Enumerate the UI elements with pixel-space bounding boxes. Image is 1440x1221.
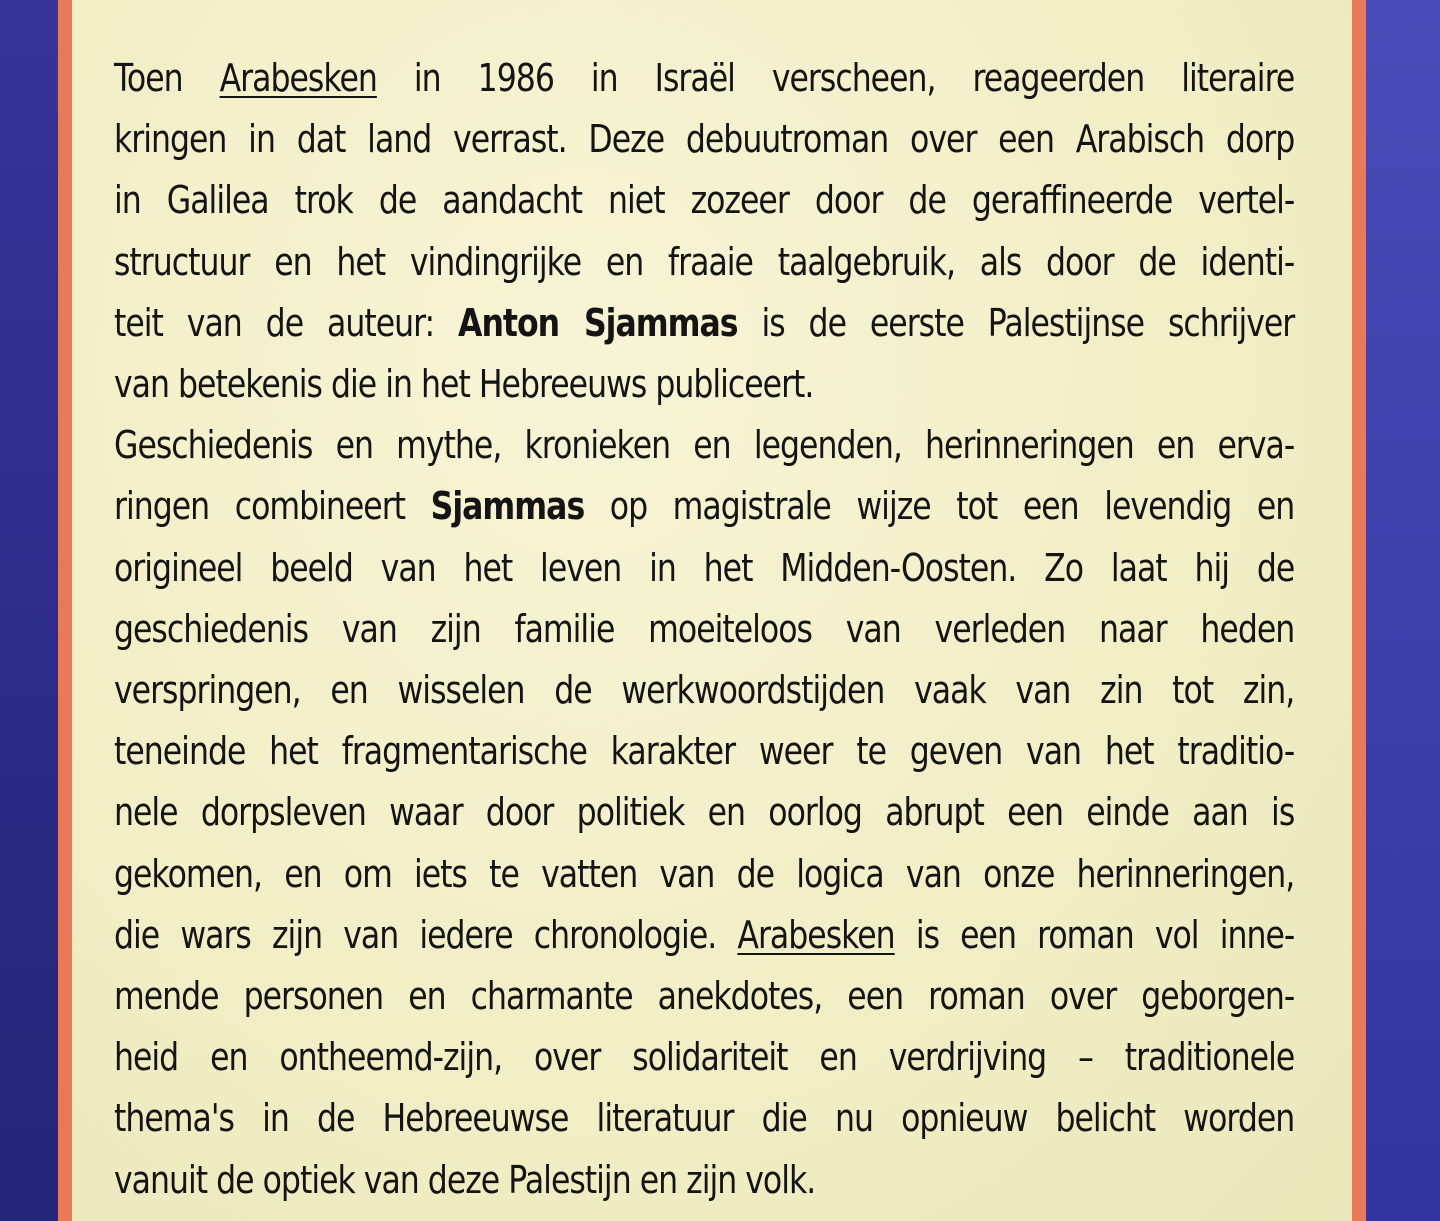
text-line bbox=[114, 293, 1294, 354]
text-line bbox=[114, 476, 1294, 537]
text-line: kringen in dat land verrast. Deze debuutroman over een Arabisch dorp bbox=[114, 117, 1295, 162]
text-line: van betekenis die in het Hebreeuws publiceert. bbox=[114, 362, 814, 407]
author-name: Sjammas bbox=[430, 484, 585, 529]
paragraph-2 bbox=[114, 415, 1294, 1211]
text-line: nele dorpsleven waar door politiek en oorlog abrupt een einde aan is bbox=[114, 790, 1295, 835]
text-line: verspringen, en wisselen de werkwoordstijden vaak van zin tot zin, bbox=[114, 668, 1295, 713]
text-run: is een roman vol inne- bbox=[894, 912, 1295, 957]
text-line bbox=[114, 905, 1294, 966]
text-run: ringen combineert bbox=[114, 484, 431, 529]
text-run: in 1986 in Israël verscheen, reageerden literaire bbox=[376, 56, 1295, 100]
text-line: heid en ontheemd-zijn, over solidariteit en verdrijving – traditionele bbox=[114, 1035, 1295, 1080]
text-line: geschiedenis van zijn familie moeiteloos van verleden naar heden bbox=[114, 606, 1295, 651]
text-line: gekomen, en om iets te vatten van de logica van onze herinneringen, bbox=[114, 851, 1295, 896]
text-line: in Galilea trok de aandacht niet zozeer door de geraffineerde vertel- bbox=[114, 178, 1295, 223]
text-run: op magistrale wijze tot een levendig en bbox=[584, 484, 1295, 529]
text-line: Geschiedenis en mythe, kronieken en legenden, herinneringen en erva- bbox=[114, 423, 1295, 468]
book-title: Arabesken bbox=[737, 912, 895, 957]
book-title: Arabesken bbox=[219, 56, 377, 100]
text-line: origineel beeld van het leven in het Midden-Oosten. Zo laat hij de bbox=[114, 545, 1295, 590]
text-run: is de eerste Palestijnse schrijver bbox=[737, 300, 1295, 345]
text-run: teit van de auteur: bbox=[114, 300, 459, 345]
blurb-text bbox=[114, 48, 1294, 1211]
text-line: structuur en het vindingrijke en fraaie taalgebruik, als door de identi- bbox=[114, 239, 1295, 284]
text-line: vanuit de optiek van deze Palestijn en zijn volk. bbox=[114, 1157, 816, 1202]
text-line: mende personen en charmante anekdotes, een roman over geborgen- bbox=[114, 974, 1295, 1019]
text-run: die wars zijn van iedere chronologie. bbox=[114, 912, 738, 957]
text-line: thema's in de Hebreeuwse literatuur die nu opnieuw belicht worden bbox=[114, 1096, 1295, 1141]
author-name: Anton Sjammas bbox=[458, 300, 738, 345]
text-line bbox=[114, 48, 1294, 109]
text-line: teneinde het fragmentarische karakter weer te geven van het traditio- bbox=[114, 729, 1295, 774]
text-run: Toen bbox=[114, 56, 220, 100]
cover-edge-strip bbox=[1354, 0, 1440, 1221]
paragraph-1 bbox=[114, 48, 1294, 415]
